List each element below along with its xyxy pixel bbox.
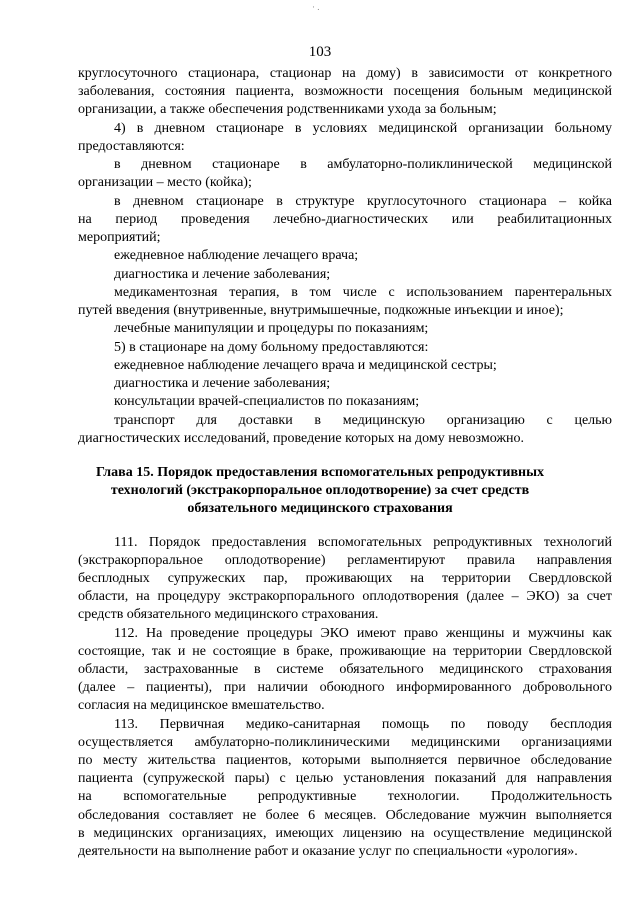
text-line: 113. Первичная медико-санитарная помощь по поводу бесплодия: [114, 717, 612, 732]
scan-mark: · .: [312, 2, 320, 12]
text-line: на период проведения лечебно-диагностических или реабилитационных: [78, 212, 612, 227]
text-line: заболевания, состояния пациента, возможности посещения больным медицинской: [78, 84, 612, 99]
text-line: согласия на медицинское вмешательство.: [78, 698, 325, 713]
text-line: диагностика и лечение заболевания;: [114, 376, 331, 391]
text-line: бесплодных супружеских пар, проживающих на территории Свердловской: [78, 571, 612, 586]
text-line: средств обязательного медицинского страхования.: [78, 607, 379, 622]
text-line: (экстракорпоральное оплодотворение) регламентируют правила направления: [78, 553, 612, 568]
chapter-heading: технологий (экстракорпоральное оплодотворение) за счет средств: [110, 483, 530, 498]
text-line: в дневном стационаре в структуре круглосуточного стационара – койка: [114, 194, 612, 209]
text-line: круглосуточного стационара, стационар на дому) в зависимости от конкретного: [78, 66, 612, 81]
text-line: мероприятий;: [78, 230, 161, 245]
text-line: диагностика и лечение заболевания;: [114, 267, 331, 282]
text-line: в дневном стационаре в амбулаторно-поликлинической медицинской: [114, 157, 612, 172]
text-line: диагностических исследований, проведение которых на дому невозможно.: [78, 431, 525, 446]
text-line: консультации врачей-специалистов по показаниям;: [114, 394, 420, 409]
text-line: (далее – пациенты), при наличии обоюдного информированного добровольного: [78, 680, 612, 695]
text-line: осуществляется амбулаторно-поликлиническими медицинскими организациями: [78, 735, 612, 750]
text-line: пациента (супружеской пары) с целью установления показаний для направления: [78, 771, 612, 786]
text-line: 5) в стационаре на дому больному предоставляются:: [114, 340, 429, 355]
text-line: области, на процедуру экстракорпорального оплодотворения (далее – ЭКО) за счет: [78, 589, 612, 604]
text-line: путей введения (внутривенные, внутримышечные, подкожные инъекции и иное);: [78, 303, 564, 318]
text-line: обследования составляет не более 6 месяцев. Обследование мужчин выполняется: [78, 808, 612, 823]
chapter-heading: обязательного медицинского страхования: [187, 501, 453, 516]
text-line: состоящие, так и не состоящие в браке, проживающие на территории Свердловской: [78, 644, 612, 659]
text-line: лечебные манипуляции и процедуры по показаниям;: [114, 321, 429, 336]
text-line: ежедневное наблюдение лечащего врача;: [114, 248, 359, 263]
text-line: 111. Порядок предоставления вспомогательных репродуктивных технологий: [114, 535, 612, 550]
text-line: на вспомогательные репродуктивные технологии. Продолжительность: [78, 789, 612, 804]
text-line: организации – место (койка);: [78, 175, 252, 190]
text-line: медикаментозная терапия, в том числе с использованием парентеральных: [114, 285, 612, 300]
text-line: транспорт для доставки в медицинскую организацию с целью: [114, 413, 612, 428]
text-line: ежедневное наблюдение лечащего врача и медицинской сестры;: [114, 358, 497, 373]
text-line: деятельности на выполнение работ и оказание услуг по специальности «урология».: [78, 844, 578, 859]
text-line: по месту жительства пациентов, которыми выполняется первичное обследование: [78, 753, 612, 768]
text-line: области, застрахованные в системе обязательного медицинского страхования: [78, 662, 612, 677]
text-line: 112. На проведение процедуры ЭКО имеют право женщины и мужчины как: [114, 626, 612, 641]
page-number: 103: [308, 44, 332, 60]
text-line: организации, а также обеспечения родственниками ухода за больным;: [78, 102, 497, 117]
text-line: 4) в дневном стационаре в условиях медицинской организации больному: [114, 121, 612, 136]
chapter-heading: Глава 15. Порядок предоставления вспомогательных репродуктивных: [95, 465, 545, 480]
text-line: в медицинских организациях, имеющих лицензию на осуществление медицинской: [78, 826, 612, 841]
text-line: предоставляются:: [78, 139, 185, 154]
